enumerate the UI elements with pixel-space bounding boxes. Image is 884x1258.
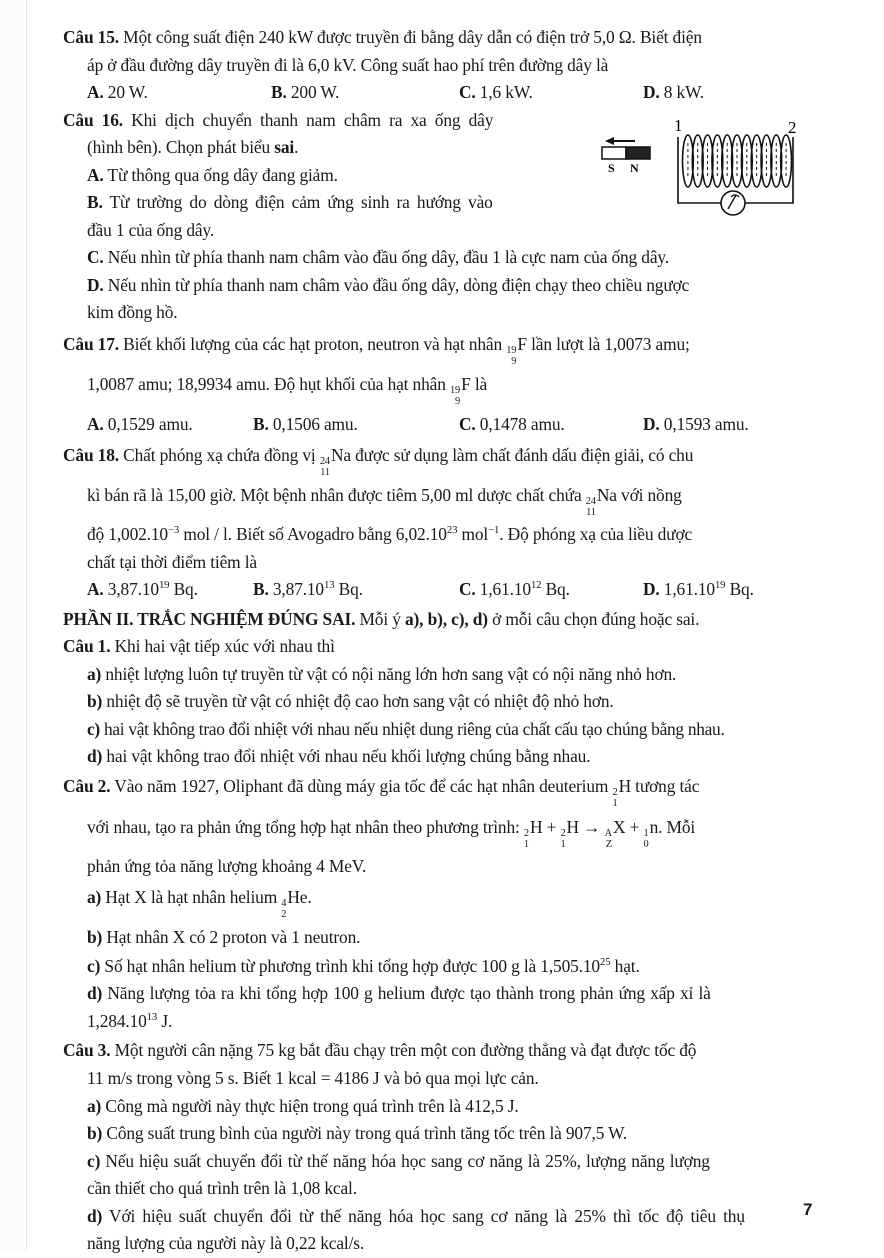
question-label: Câu 2.	[63, 775, 111, 796]
option-key: A.	[87, 82, 104, 102]
magnet-s-label: S	[608, 160, 615, 175]
question-label: Câu 18.	[63, 444, 119, 465]
exponent: −1	[488, 523, 500, 536]
page-edge	[0, 0, 27, 1250]
atomic-number: 2	[281, 908, 287, 920]
statement-text: Hạt X là hạt nhân helium	[101, 886, 282, 907]
statement-b[interactable]	[63, 921, 819, 953]
reaction-equation	[523, 816, 659, 850]
option-key: C.	[87, 247, 104, 267]
option-key: C.	[459, 413, 476, 434]
statement-text: nhiệt độ sẽ truyền từ vật có nhiệt độ cao hơn sang vật có nhiệt độ nhỏ hơn.	[102, 691, 614, 711]
statement-c-continued: cần thiết cho quá trình trên là 1,08 kcal.	[87, 1178, 357, 1198]
statement-text: Nếu hiệu suất chuyển đổi từ thế năng hóa học sang cơ năng là 25%, lượng năng lượng	[100, 1150, 710, 1171]
exponent: 23	[446, 523, 458, 536]
mass-number: 2	[560, 827, 566, 839]
option-d[interactable]	[63, 272, 819, 300]
exponent: 19	[158, 579, 170, 592]
nuclide-deuterium	[560, 810, 579, 851]
option-b[interactable]	[271, 79, 459, 107]
coil-end-1-label: 1	[674, 115, 683, 135]
statement-key: c)	[87, 955, 101, 976]
plus-sign: +	[542, 816, 561, 837]
option-text: 200 W.	[286, 82, 340, 102]
statement-d[interactable]	[63, 980, 819, 1008]
statement-text: hai vật không trao đổi nhiệt với nhau nếu nhiệt dung riêng của chất cấu tạo chúng bằng nhau.	[99, 718, 725, 739]
statement-a[interactable]	[63, 1093, 819, 1121]
option-text: 3,87.10	[268, 579, 324, 599]
option-text: 0,1529 amu.	[103, 413, 193, 434]
option-d[interactable]	[643, 79, 704, 107]
part2-question-3	[63, 1035, 819, 1258]
option-c[interactable]	[459, 576, 643, 604]
element-symbol: He	[287, 886, 308, 907]
element-symbol: n	[649, 816, 659, 837]
statement-key: c)	[87, 718, 100, 739]
statement-a[interactable]	[63, 661, 819, 689]
option-key: A.	[87, 579, 104, 599]
statement-key: b)	[87, 1123, 103, 1143]
atomic-number: 0	[643, 838, 649, 850]
options-row	[63, 79, 819, 107]
option-text: 3,87.10	[103, 579, 159, 599]
statement-text: Công suất trung bình của người này trong quá trình tăng tốc trên là 907,5 W.	[102, 1123, 628, 1143]
option-text: 0,1478 amu.	[475, 413, 565, 434]
statement-b[interactable]	[63, 688, 819, 716]
option-b[interactable]	[253, 576, 459, 604]
statement-d-continued	[63, 1008, 819, 1036]
question-text: Một công suất điện 240 kW được truyền đi bằng dây dẫn có điện trở 5,0 Ω. Biết điện	[118, 27, 702, 47]
nuclide-deuterium	[524, 810, 543, 851]
question-text: (hình bên). Chọn phát biểu	[87, 137, 275, 157]
mass-number: 1	[643, 827, 649, 839]
option-unit: Bq.	[541, 579, 570, 599]
element-symbol: X	[613, 816, 626, 837]
question-text: . Mỗi	[658, 816, 696, 837]
option-key: B.	[271, 82, 287, 102]
emphasis-sai: sai	[274, 137, 295, 157]
option-key: C.	[459, 82, 476, 102]
option-text: Nếu nhìn từ phía thanh nam châm vào đầu ống dây, đầu 1 là cực nam của ống dây.	[103, 247, 670, 267]
question-text: 11 m/s trong vòng 5 s. Biết 1 kcal = 4186 J và bỏ qua mọi lực cản.	[87, 1068, 539, 1088]
option-text: Từ thông qua ống dây đang giảm.	[103, 164, 338, 185]
element-symbol: Na	[330, 444, 351, 465]
section-desc: ở mỗi câu chọn đúng hoặc sai.	[487, 608, 700, 629]
question-15	[63, 24, 819, 107]
option-key: A.	[87, 413, 104, 434]
nuclide-f19	[506, 329, 527, 368]
question-text: áp ở đầu đường dây truyền đi là 6,0 kV. Công suất hao phí trên đường dây là	[87, 54, 609, 75]
statement-b[interactable]	[63, 1120, 819, 1148]
statement-d[interactable]	[63, 1203, 819, 1231]
question-text: Khi dịch chuyển thanh nam châm ra xa ống dây	[122, 109, 494, 130]
statement-c[interactable]	[63, 716, 819, 744]
question-text: lần lượt là 1,0073 amu;	[526, 333, 690, 354]
exponent: 12	[530, 579, 542, 592]
statement-text: Với hiệu suất chuyển đổi từ thế năng hóa học sang cơ năng là 25% thì tốc độ tiêu thụ	[102, 1205, 745, 1226]
statement-key: d)	[87, 983, 103, 1003]
element-symbol: H	[618, 775, 631, 796]
atomic-number: 9	[511, 355, 517, 367]
element-symbol: Na	[596, 484, 617, 505]
magnet-n-label: N	[630, 160, 639, 175]
option-text: 0,1593 amu.	[659, 413, 749, 434]
statement-d-continued: năng lượng của người này là 0,22 kcal/s.	[87, 1233, 365, 1253]
mass-number: 24	[319, 455, 330, 467]
question-text: Chất phóng xạ chứa đồng vị	[118, 444, 320, 465]
question-16	[63, 107, 819, 327]
option-text: Nếu nhìn từ phía thanh nam châm vào đầu ống dây, dòng điện chạy theo chiều ngược	[103, 274, 690, 295]
option-key: D.	[87, 274, 104, 295]
section-desc: Mỗi ý	[355, 608, 405, 629]
atomic-number: 11	[586, 506, 596, 518]
option-text: 1,61.10	[475, 579, 531, 599]
option-key: B.	[253, 413, 269, 434]
part2-question-1	[63, 633, 819, 771]
mass-number: 24	[585, 495, 596, 507]
statement-key: a)	[87, 886, 102, 907]
statement-text: hạt.	[610, 955, 640, 976]
option-text: 1,6 kW.	[475, 82, 533, 102]
statement-text: Công mà người này thực hiện trong quá trình trên là 412,5 J.	[101, 1095, 519, 1116]
statement-key: c)	[87, 1150, 101, 1171]
option-unit: Bq.	[169, 579, 198, 599]
atomic-number: 1	[612, 797, 618, 809]
element-symbol: F	[461, 373, 471, 394]
statement-text: nhiệt lượng luôn tự truyền từ vật có nội năng lớn hơn sang vật có nội năng nhỏ hơn.	[101, 663, 677, 684]
galvanometer-icon	[721, 191, 745, 215]
exponent: 13	[323, 579, 335, 592]
statement-key: d)	[87, 1205, 103, 1226]
mass-number: 2	[612, 786, 618, 798]
option-d-continued: kim đồng hồ.	[87, 302, 178, 322]
option-text: Từ trường do dòng điện cảm ứng sinh ra hướng vào	[102, 192, 493, 212]
option-text: 1,61.10	[659, 579, 715, 599]
question-17	[63, 329, 819, 440]
statement-text: Số hạt nhân helium từ phương trình khi tổng hợp được 100 g là 1,505.10	[100, 955, 600, 976]
option-a[interactable]	[87, 408, 253, 440]
option-a[interactable]	[87, 79, 271, 107]
option-key: D.	[643, 579, 660, 599]
question-text: mol / l. Biết số Avogadro bằng 6,02.10	[179, 523, 447, 544]
atomic-number: 1	[523, 838, 529, 850]
atomic-number: 9	[455, 395, 461, 407]
statement-c[interactable]	[63, 953, 819, 981]
element-symbol: H	[566, 816, 579, 837]
mass-number: 19	[506, 344, 517, 356]
reaction-arrow-icon: →	[578, 816, 605, 837]
section-heading	[63, 606, 819, 634]
exponent: 25	[599, 955, 611, 968]
question-text: 1,0087 amu; 18,9934 amu. Độ hụt khối của hạt nhân	[87, 373, 450, 394]
option-d[interactable]	[643, 576, 754, 604]
section-title: PHẦN II. TRẮC NGHIỆM ĐÚNG SAI.	[63, 608, 356, 629]
options-row	[63, 576, 819, 604]
question-text: kì bán rã là 15,00 giờ. Một bệnh nhân được tiêm 5,00 ml dược chất chứa	[87, 484, 586, 505]
option-key: A.	[87, 164, 104, 185]
nuclide-deuterium	[612, 771, 631, 810]
statement-d[interactable]	[63, 743, 819, 771]
option-key: D.	[643, 82, 660, 102]
statement-text: 1,284.10	[87, 1010, 147, 1031]
nuclide-na24	[586, 479, 617, 519]
option-unit: Bq.	[334, 579, 363, 599]
statement-key: b)	[87, 691, 103, 711]
statement-key: b)	[87, 926, 103, 947]
question-text: Khi hai vật tiếp xúc với nhau thì	[110, 636, 335, 656]
statement-text: Năng lượng tỏa ra khi tổng hợp 100 g helium được tạo thành trong phản ứng xấp xỉ là	[102, 983, 711, 1003]
exponent: −3	[167, 523, 180, 536]
atomic-number: Z	[605, 838, 612, 850]
question-text: với nhau, tạo ra phản ứng tổng hợp hạt nhân theo phương trình:	[87, 816, 524, 837]
question-text: phản ứng tỏa năng lượng khoảng 4 MeV.	[87, 855, 367, 876]
option-d[interactable]	[643, 408, 749, 440]
mass-number: 2	[523, 827, 529, 839]
nuclide-f19	[450, 368, 471, 408]
option-a[interactable]	[63, 162, 583, 190]
statement-a[interactable]	[63, 881, 819, 921]
atomic-number: 11	[320, 466, 330, 478]
mass-number: 4	[281, 897, 287, 909]
exponent: 19	[714, 579, 726, 592]
plus-sign: +	[625, 816, 644, 837]
option-a[interactable]	[87, 576, 253, 604]
option-key: B.	[253, 579, 269, 599]
nuclide-na24	[320, 440, 351, 479]
option-key: D.	[643, 413, 660, 434]
statement-text: .	[307, 886, 312, 907]
question-label: Câu 16.	[63, 109, 123, 130]
question-text: tương tác	[630, 775, 700, 796]
question-label: Câu 3.	[63, 1040, 111, 1060]
bar-magnet	[602, 147, 650, 175]
statement-key: a)	[87, 1095, 102, 1116]
question-text: Biết khối lượng của các hạt proton, neutron và hạt nhân	[118, 333, 507, 354]
statement-key: d)	[87, 746, 103, 766]
statement-c[interactable]	[63, 1148, 819, 1176]
element-symbol: F	[517, 333, 527, 354]
options-row	[63, 408, 819, 440]
exam-page	[63, 24, 819, 1258]
element-symbol: H	[529, 816, 543, 837]
option-b-continued: đầu 1 của ống dây.	[87, 219, 215, 240]
statement-key: a)	[87, 663, 102, 684]
option-text: 0,1506 amu.	[268, 413, 358, 434]
coil-end-2-label: 2	[788, 117, 797, 137]
motion-arrow-icon	[605, 137, 635, 145]
question-text: chất tại thời điểm tiêm là	[87, 551, 257, 572]
part2-question-2	[63, 771, 819, 1036]
nuclide-helium	[281, 881, 307, 921]
exponent: 13	[146, 1010, 158, 1023]
question-text: . Độ phóng xạ của liều dược	[499, 523, 693, 544]
atomic-number: 1	[560, 838, 566, 850]
option-b[interactable]	[253, 408, 459, 440]
question-text: mol	[457, 523, 489, 544]
statement-text: J.	[157, 1010, 173, 1031]
question-text: với nồng	[616, 484, 682, 505]
mass-number: 19	[449, 384, 461, 396]
page-number: 7	[803, 1200, 813, 1219]
question-18	[63, 440, 819, 604]
nuclide-x	[605, 810, 626, 851]
option-key: B.	[87, 192, 103, 212]
option-text: 20 W.	[103, 82, 148, 102]
option-text: 8 kW.	[659, 82, 704, 102]
option-b[interactable]	[63, 189, 583, 217]
mass-number: A	[604, 827, 612, 839]
question-label: Câu 1.	[63, 636, 111, 656]
option-c[interactable]	[63, 244, 819, 272]
option-c[interactable]	[459, 408, 643, 440]
coil-magnet-figure	[593, 109, 823, 237]
statement-text: Hạt nhân X có 2 proton và 1 neutron.	[102, 926, 361, 947]
question-label: Câu 15.	[63, 27, 119, 47]
section-desc-emphasis: a), b), c), d)	[404, 608, 488, 629]
question-text: độ 1,002.10	[87, 523, 168, 544]
statement-text: hai vật không trao đổi nhiệt với nhau nếu khối lượng chúng bằng nhau.	[102, 746, 591, 766]
option-key: C.	[459, 579, 476, 599]
option-unit: Bq.	[725, 579, 754, 599]
solenoid-coil	[683, 135, 792, 187]
question-text: Vào năm 1927, Oliphant đã dùng máy gia tốc để các hạt nhân deuterium	[110, 775, 613, 796]
question-text: được sử dụng làm chất đánh dấu điện giải, có chu	[350, 444, 694, 465]
option-c[interactable]	[459, 79, 643, 107]
question-text: là	[470, 373, 488, 394]
question-label: Câu 17.	[63, 333, 119, 354]
neutron	[643, 810, 658, 851]
question-text: Một người cân nặng 75 kg bắt đầu chạy trên một con đường thẳng và đạt được tốc độ	[110, 1040, 697, 1060]
question-text: .	[294, 137, 299, 157]
